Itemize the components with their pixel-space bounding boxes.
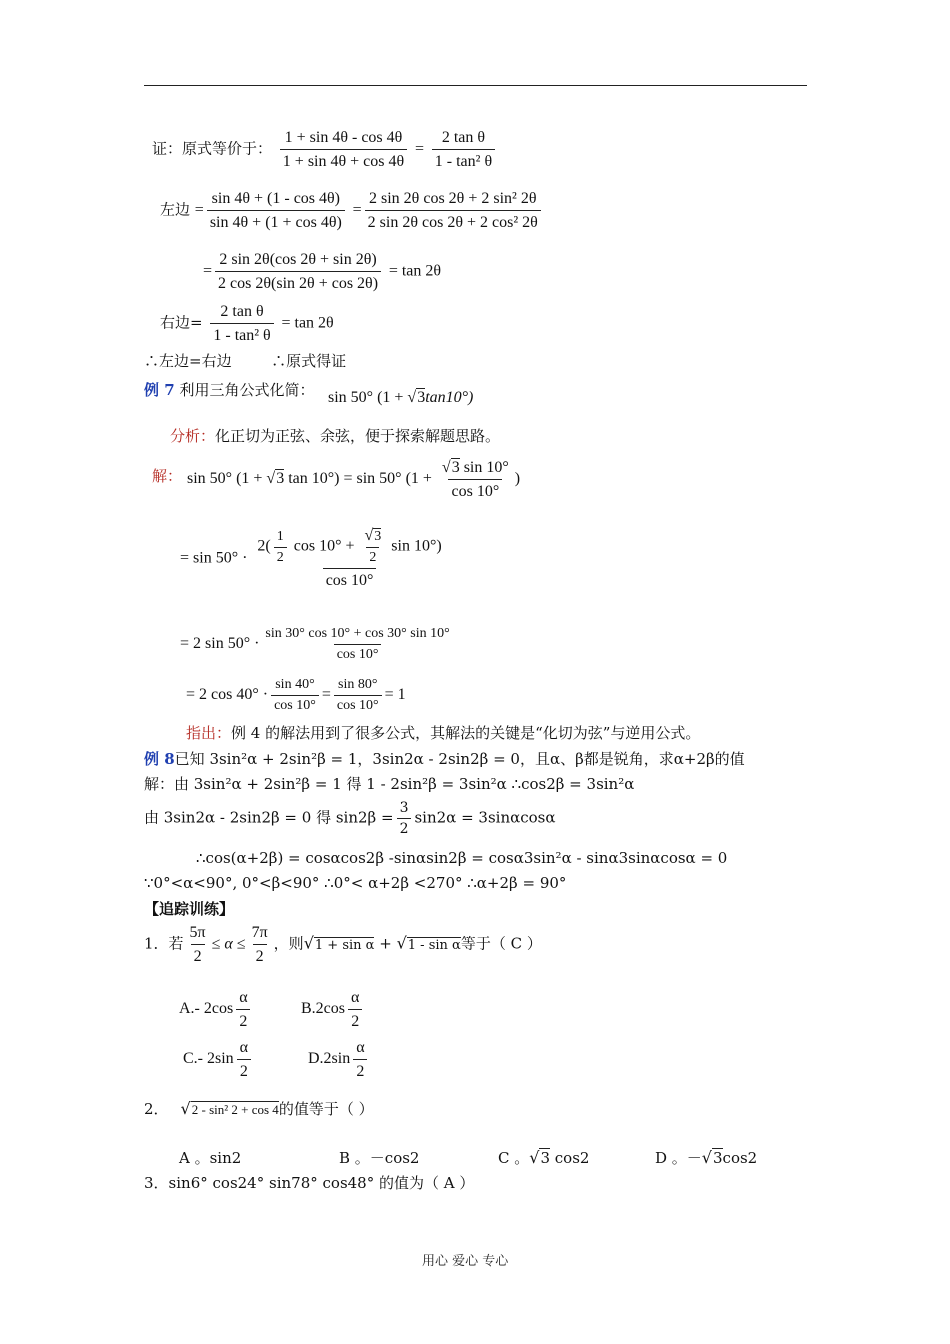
fraction-denominator: cos 10° [271, 695, 319, 714]
example8-text: 已知 3sin²α + 2sin²β = 1，3sin2α - 2sin2β = 0，且α、β都是锐角，求α+2β的值 [174, 750, 745, 768]
expr-part: sin 50° (1 + [328, 389, 408, 406]
q1-lower-bound [187, 923, 209, 966]
step2-fraction [255, 528, 443, 590]
left-fraction-3 [215, 250, 381, 293]
right-fraction [210, 302, 273, 345]
proof-prefix: 证：原式等价于： [152, 139, 273, 158]
fraction-denominator: 2 [348, 1009, 362, 1031]
step4-fraction-2 [334, 677, 382, 714]
fraction-denominator: cos 10° [334, 695, 382, 714]
fraction-denominator: 2 cos 2θ(sin 2θ + cos 2θ) [215, 271, 381, 293]
solution-step-1: sin 50° (1 + √3 tan 10°) = sin 50° (1 + $\frac{√3 \sin 10^\circ}{\cos 10^\circ}$ ) [187, 459, 521, 500]
fraction-denominator: 1 - tan² θ [210, 323, 273, 345]
fraction-denominator: 2 [237, 1059, 251, 1081]
fraction-denominator: cos 10° [448, 479, 502, 501]
fraction-numerator: 2 sin 2θ(cos 2θ + sin 2θ) [219, 251, 377, 268]
note-text: 例 4 的解法用到了很多公式，其解法的关键是“化切为弦”与逆用公式。 [231, 724, 701, 742]
fraction-denominator: 2 [253, 944, 267, 966]
equals-sign: = [414, 140, 424, 158]
solution-label: 解： [152, 467, 183, 485]
proof-lhs-fraction [280, 128, 407, 171]
header-rule [144, 85, 807, 86]
fraction-denominator: cos 10° [334, 644, 382, 663]
right-side-line [160, 302, 334, 345]
sqrt-radicand: 3 [276, 470, 285, 488]
expr-part: = sin 50° · [180, 549, 248, 567]
example7-title [144, 381, 314, 399]
q1-tail: 等于（ C ） [460, 934, 542, 953]
alpha-half-fraction [237, 1038, 251, 1081]
fraction-numerator: 2 tan θ [220, 303, 264, 320]
expr-part: cos 10° + [289, 537, 359, 555]
option-text: B.2cos [301, 1000, 345, 1018]
fraction-denominator: 2 [353, 1059, 367, 1081]
left-side-line-2: = $\frac{2 \sin 2\theta(\cos 2\theta + \sin 2\theta)}{2 \cos 2\theta(\sin 2\theta + \cos 2\theta)}$ = tan 2θ [203, 251, 442, 292]
expr-part: tan10°) [425, 389, 474, 406]
example7-analysis [170, 427, 500, 445]
fraction-numerator: 5π [189, 924, 206, 941]
conclusion-proved: ∴原式得证 [271, 352, 347, 370]
fraction-numerator: sin 30° cos 10° + cos 30° sin 10° [265, 626, 450, 641]
example8-question [144, 750, 745, 768]
expr-part: ) [514, 470, 521, 488]
q2-option-c[interactable]: C 。√3 cos2 [498, 1148, 590, 1167]
left-side-label: 左边 [160, 200, 191, 219]
fraction-denominator: 2 [236, 1009, 250, 1031]
fraction-numerator: α [351, 989, 360, 1006]
expr-part: 由 3sin2α - 2sin2β = 0 得 sin2β = [144, 808, 394, 827]
page-footer: 用心 爱心 专心 [422, 1254, 509, 1269]
fraction-numerator: sin 80° [338, 677, 378, 692]
question-3: 3．sin6° cos24° sin78° cos48° 的值为（ A ） [144, 1174, 475, 1192]
q1-option-c[interactable] [183, 1038, 254, 1081]
fraction-denominator: sin 4θ + (1 + cos 4θ) [207, 210, 345, 232]
expr-part: = 1 [384, 686, 406, 704]
sqrt-radicand: 3 [417, 389, 426, 406]
option-text: D.2sin [308, 1050, 351, 1068]
step3-fraction [262, 626, 452, 663]
option-text: cos2 [550, 1149, 590, 1167]
sqrt-radicand: 1 - sin α [407, 937, 461, 953]
q1-option-b[interactable] [301, 988, 365, 1031]
fraction-numerator: sin 40° [275, 677, 315, 692]
fraction-numerator: 3 [399, 800, 409, 816]
q2-option-b[interactable]: B 。－cos2 [339, 1149, 420, 1167]
q1-option-a[interactable] [179, 988, 254, 1031]
left-fraction-1 [207, 189, 345, 232]
example8-line-4: ∵0°<α<90°, 0°<β<90° ∴0°< α+2β <270° ∴α+2β = 90° [144, 874, 567, 892]
expr-part: = 2 sin 50° · [180, 635, 260, 653]
fraction-denominator: 2 [191, 944, 205, 966]
note-label: 指出： [186, 724, 232, 742]
expr-part: sin 50° (1 + [187, 470, 267, 488]
step4-fraction-1 [271, 677, 319, 714]
alpha-half-fraction [348, 988, 362, 1031]
q2-number: 2． [144, 1100, 169, 1118]
fraction-denominator: 2 sin 2θ cos 2θ + 2 cos² 2θ [365, 210, 541, 232]
example7-text: 利用三角公式化简： [179, 381, 315, 399]
solution-step-2 [180, 528, 447, 590]
fraction-numerator: 2 tan θ [441, 129, 486, 146]
sqrt3-half-fraction: $\frac{√3}{2}$ [364, 527, 382, 565]
option-text: D 。－ [655, 1149, 702, 1167]
example7-expression: sin 50° (1 + √3tan10°) [328, 389, 474, 406]
q1-upper-bound [249, 923, 271, 966]
expr-part: sin2α = 3sinαcosα [414, 808, 556, 827]
fraction-numerator: α [239, 1039, 249, 1056]
example7-label: 例 7 [144, 381, 175, 399]
expr-part: = 2 cos 40° · [186, 686, 269, 704]
inequality: ≤ α ≤ [211, 935, 246, 953]
left-fraction-2 [365, 189, 541, 232]
left-result: = tan 2θ [388, 262, 442, 280]
option-text: C 。 [498, 1149, 530, 1167]
fraction-numerator: α [356, 1039, 365, 1056]
proof-rhs-fraction [432, 128, 495, 171]
expr-part: tan 10°) = sin 50° (1 + [284, 470, 436, 488]
q1-option-d[interactable] [308, 1038, 371, 1081]
conclusion-equal: ∴左边=右边 [144, 352, 232, 370]
three-halves-fraction [397, 800, 412, 837]
expr-part: sin 10°) [387, 537, 442, 555]
fraction-denominator: cos 10° [323, 568, 377, 590]
q2-option-d[interactable]: D 。－√3cos2 [655, 1148, 758, 1167]
fraction-numerator: sin 4θ + (1 - cos 4θ) [211, 190, 341, 207]
proof-statement [152, 128, 498, 171]
option-text: C.- 2sin [183, 1050, 234, 1068]
fraction-denominator: 2 [397, 818, 412, 837]
sqrt-radicand: 3 [713, 1149, 723, 1167]
fraction-numerator: 1 + sin 4θ - cos 4θ [284, 129, 403, 146]
plus-sign: + [379, 934, 392, 953]
fraction-denominator: 1 - tan² θ [432, 149, 495, 171]
fraction-denominator: 2 [274, 547, 287, 566]
example8-line-1: 解：由 3sin²α + 2sin²β = 1 得 1 - 2sin²β = 3sin²α ∴cos2β = 3sin²α [144, 775, 635, 793]
proof-conclusion [144, 352, 346, 370]
alpha-half-fraction [236, 988, 250, 1031]
sqrt-radicand: 2 - sin² 2 + cos 4 [191, 1102, 279, 1117]
q2-option-a[interactable]: A 。sin2 [179, 1149, 242, 1167]
fraction-denominator: 1 + sin 4θ + cos 4θ [280, 149, 407, 171]
equals-sign: = [321, 686, 331, 704]
example8-line-2 [144, 800, 556, 837]
sqrt-radicand: 1 + sin α [314, 937, 375, 953]
q2-tail: 的值等于（ ） [278, 1100, 374, 1118]
example8-label: 例 8 [144, 750, 175, 768]
fraction-numerator: sin 10° [459, 459, 509, 476]
left-side-line-1: 左边 = $\frac{\sin 4\theta + (1 - \cos 4\theta)}{\sin 4\theta + (1 + \cos 4\theta)}$ = $\frac{\text{2 sin 2θ cos 2θ + 2 sin² 2θ}}{\text{2 sin 2θ cos 2θ + 2 cos² 2θ}}$ [160, 189, 544, 232]
right-result: = tan 2θ [281, 314, 334, 332]
fraction-numerator: 7π [251, 924, 268, 941]
example8-line-3: ∴cos(α+2β) = cosαcos2β -sinαsin2β = cosα3sin²α - sinα3sinαcosα = 0 [196, 849, 728, 867]
option-text: cos2 [722, 1149, 758, 1167]
expr-part: 2( [257, 537, 271, 555]
step1-fraction: $\frac{√3 \sin 10^\circ}{\cos 10^\circ}$ [441, 459, 509, 500]
sqrt-radicand: 3 [374, 529, 382, 544]
sqrt-radicand: 3 [451, 459, 460, 476]
training-heading: 【追踪训练】 [144, 900, 235, 918]
analysis-label: 分析： [170, 427, 216, 445]
half-fraction [274, 529, 287, 566]
right-side-label: 右边= [160, 313, 203, 332]
sqrt-radicand: 3 [540, 1149, 550, 1167]
analysis-text: 化正切为正弦、余弦，便于探索解题思路。 [215, 427, 501, 445]
fraction-numerator: 2 sin 2θ cos 2θ + 2 sin² 2θ [369, 190, 537, 207]
solution-step-4 [186, 677, 406, 714]
expr-part: ，则 [273, 934, 304, 953]
solution-step-3 [180, 626, 456, 663]
question-2: 2． √2 - sin² 2 + cos 4的值等于（ ） [144, 1099, 374, 1118]
example7-note [186, 724, 700, 742]
fraction-numerator: α [239, 989, 248, 1006]
q1-number: 1．若 [144, 934, 184, 953]
alpha-half-fraction [353, 1038, 367, 1081]
option-text: A.- 2cos [179, 1000, 234, 1018]
fraction-numerator: 1 [276, 528, 284, 544]
fraction-denominator: 2 [366, 547, 379, 566]
question-1: 1．若 $\frac{5\pi}{2}$ ≤ α ≤ $\frac{7\pi}{2}$ ，则√1 + sin α + √1 - sin α等于（ C ） [144, 924, 542, 965]
